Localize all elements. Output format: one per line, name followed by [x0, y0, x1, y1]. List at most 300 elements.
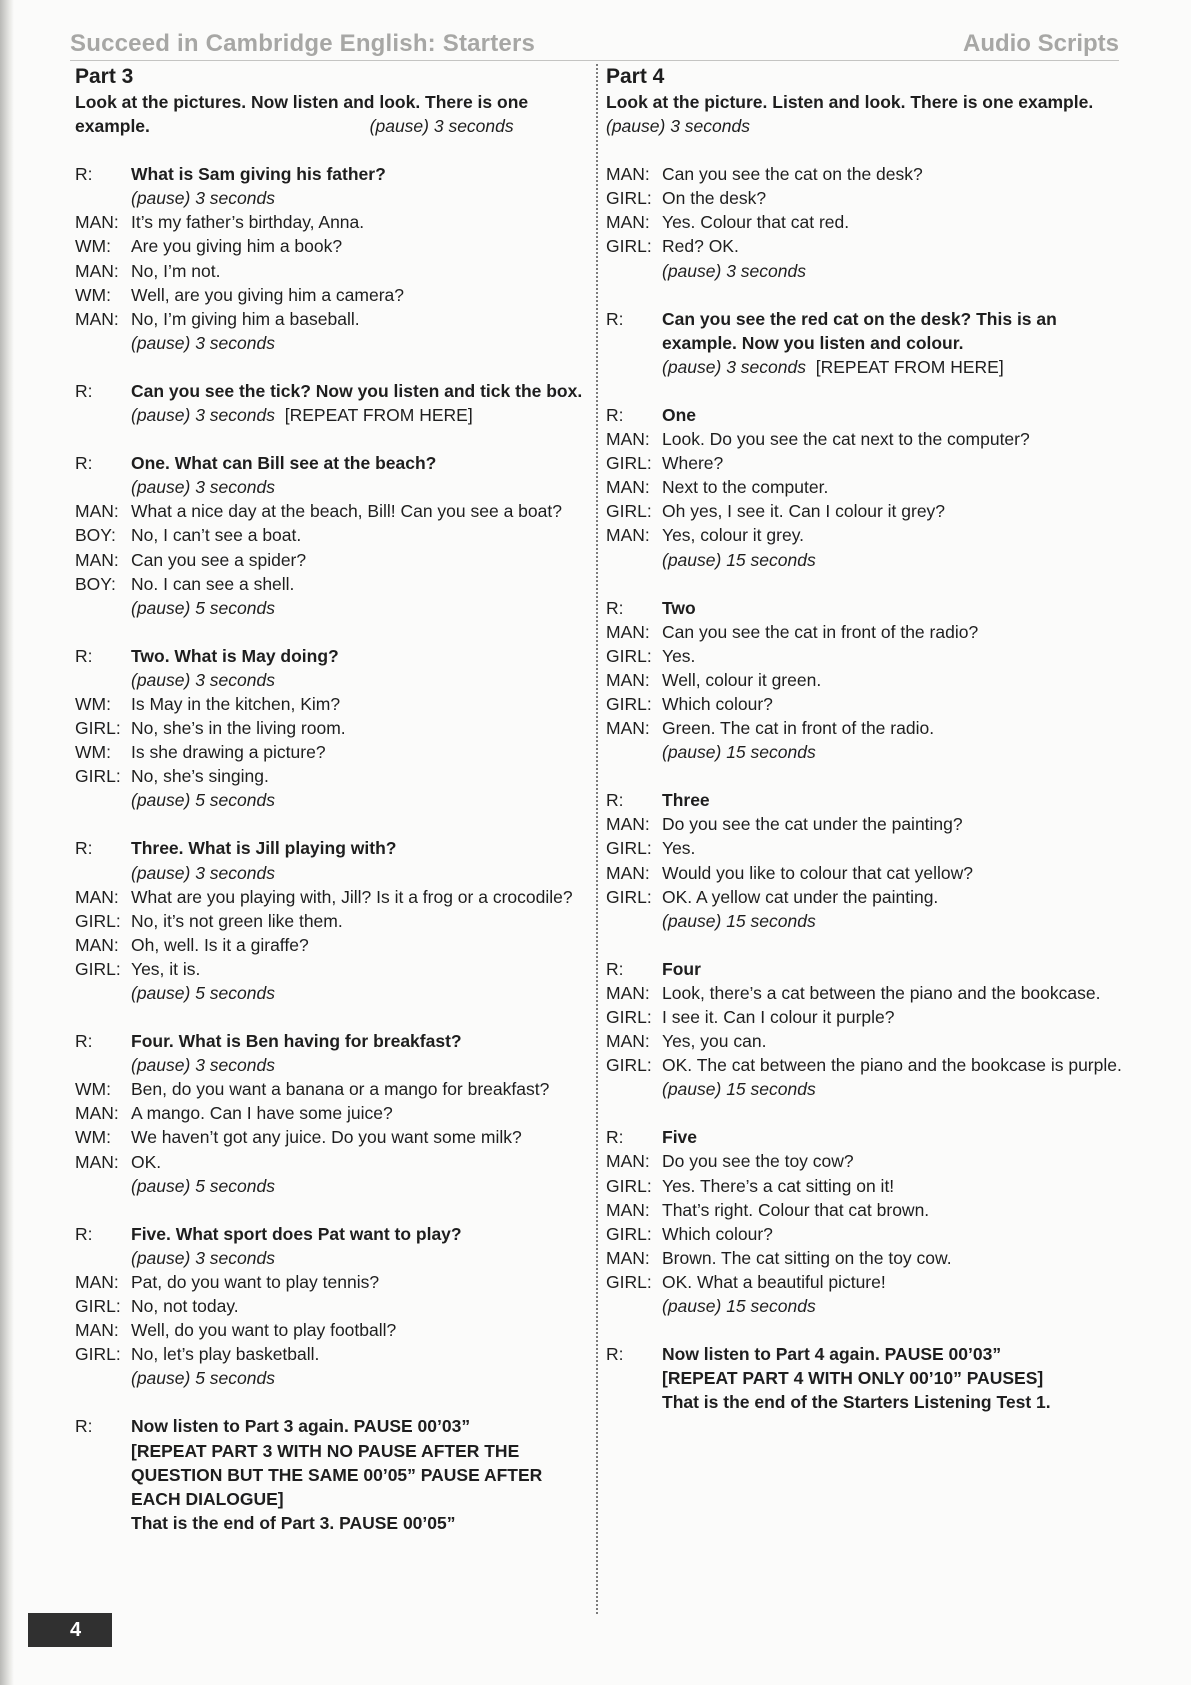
pause-line [131, 1246, 590, 1270]
part4-script [606, 162, 1126, 1414]
pause-text: (pause) 3 seconds [662, 260, 806, 281]
speaker-label: R: [75, 1416, 93, 1437]
script-line [75, 162, 590, 186]
dialogue-text: Can you see a spider? [131, 549, 307, 570]
pause-line [131, 186, 590, 210]
dialogue-text: Brown. The cat sitting on the toy cow. [662, 1247, 952, 1268]
dialogue-text: Which colour? [662, 1223, 773, 1244]
script-line [606, 475, 1126, 499]
script-line [75, 1029, 590, 1053]
speaker-label: R: [75, 1223, 93, 1244]
speaker-label: GIRL: [75, 958, 121, 979]
speaker-label [75, 1246, 131, 1270]
speaker-label: R: [75, 645, 93, 666]
pause-line [131, 403, 590, 427]
speaker-label [75, 1053, 131, 1077]
dialogue-text: On the desk? [662, 188, 767, 209]
script-line [75, 548, 590, 572]
dialogue-text: Can you see the cat in front of the radio? [662, 621, 979, 642]
page-header [70, 30, 1119, 61]
rubric-text: Five. What sport does Pat want to play? [131, 1223, 462, 1244]
speaker-label: MAN: [606, 525, 650, 546]
dialogue-text: Yes, colour it grey. [662, 525, 805, 546]
dialogue-text: What a nice day at the beach, Bill! Can you see a boat? [131, 501, 562, 522]
pause-line [131, 1366, 590, 1390]
speaker-label [75, 403, 131, 427]
dialogue-text: Look, there’s a cat between the piano and the bookcase. [662, 982, 1101, 1003]
speaker-label [606, 548, 662, 572]
speaker-label: R: [606, 597, 624, 618]
speaker-label: MAN: [75, 212, 119, 233]
script-line [75, 1053, 590, 1077]
script-line [606, 644, 1126, 668]
speaker-label [75, 861, 131, 885]
column-divider [596, 64, 598, 1614]
pause-text: (pause) 15 seconds [662, 1296, 816, 1317]
script-line [75, 1439, 590, 1511]
rubric-text: Now listen to Part 3 again. PAUSE 00’03” [131, 1416, 471, 1437]
speaker-label: GIRL: [606, 1223, 652, 1244]
dialogue-text: Do you see the toy cow? [662, 1151, 854, 1172]
rubric-text: Three [662, 790, 710, 811]
speaker-label: MAN: [75, 886, 119, 907]
rubric-text: That is the end of the Starters Listening Test 1. [662, 1392, 1051, 1413]
rubric-text: [REPEAT PART 3 WITH NO PAUSE AFTER THE QUESTION BUT THE SAME 00’05” PAUSE AFTER EACH DIALOGUE] [131, 1440, 543, 1509]
dialogue-text: Do you see the cat under the painting? [662, 814, 963, 835]
dialogue-text: No, I’m giving him a baseball. [131, 308, 360, 329]
speaker-label: MAN: [606, 1031, 650, 1052]
dialogue-block [606, 957, 1126, 1102]
script-line [606, 1366, 1126, 1390]
script-line [606, 620, 1126, 644]
script-line [606, 668, 1126, 692]
speaker-label: GIRL: [606, 1271, 652, 1292]
pause-line [662, 355, 1126, 379]
script-line [75, 1101, 590, 1125]
script-line [606, 692, 1126, 716]
rubric-text: Five [662, 1127, 698, 1148]
dialogue-text: What are you playing with, Jill? Is it a frog or a crocodile? [131, 886, 573, 907]
pause-text: (pause) 3 seconds [662, 356, 806, 377]
speaker-label: R: [606, 958, 624, 979]
script-line [606, 596, 1126, 620]
script-line [75, 283, 590, 307]
speaker-label: MAN: [75, 501, 119, 522]
speaker-label: R: [606, 1127, 624, 1148]
speaker-label: WM: [75, 1127, 111, 1148]
dialogue-text: A mango. Can I have some juice? [131, 1103, 393, 1124]
script-line [606, 1198, 1126, 1222]
script-line [606, 307, 1126, 355]
pause-line [662, 1077, 1126, 1101]
pause-line [131, 788, 590, 812]
script-line [606, 1053, 1126, 1077]
pause-text: (pause) 3 seconds [131, 477, 275, 498]
script-line [606, 1125, 1126, 1149]
dialogue-block [75, 162, 590, 355]
script-line [75, 1511, 590, 1535]
speaker-label [606, 1390, 662, 1414]
speaker-label [75, 668, 131, 692]
dialogue-text: OK. What a beautiful picture! [662, 1271, 886, 1292]
dialogue-block [606, 162, 1126, 282]
speaker-label: MAN: [75, 934, 119, 955]
dialogue-text: Yes. [662, 838, 696, 859]
speaker-label: WM: [75, 742, 111, 763]
script-line [606, 162, 1126, 186]
rubric-text: That is the end of Part 3. PAUSE 00’05” [131, 1512, 456, 1533]
speaker-label [606, 1366, 662, 1390]
dialogue-text: No, she’s in the living room. [131, 718, 346, 739]
pause-text: (pause) 3 seconds [131, 188, 275, 209]
script-line [75, 1150, 590, 1174]
pause-text: (pause) 3 seconds [131, 1055, 275, 1076]
part3-instruction-text: Look at the pictures. Now listen and look. There is one example. [75, 92, 529, 137]
speaker-label: R: [606, 1344, 624, 1365]
speaker-label [75, 475, 131, 499]
dialogue-text: Oh, well. Is it a giraffe? [131, 934, 309, 955]
speaker-label: R: [606, 790, 624, 811]
speaker-label: MAN: [75, 1103, 119, 1124]
speaker-label: WM: [75, 693, 111, 714]
dialogue-block [606, 307, 1126, 379]
dialogue-text: No, I’m not. [131, 260, 221, 281]
dialogue-text: Yes, it is. [131, 958, 201, 979]
speaker-label: MAN: [606, 1199, 650, 1220]
script-line [606, 1222, 1126, 1246]
dialogue-text: Yes. [662, 645, 696, 666]
speaker-label: GIRL: [606, 645, 652, 666]
speaker-label: WM: [75, 284, 111, 305]
pause-line [662, 548, 1126, 572]
script-line [75, 596, 590, 620]
rubric-text: Four. What is Ben having for breakfast? [131, 1031, 462, 1052]
pause-line [131, 331, 590, 355]
pause-text: (pause) 3 seconds [131, 862, 275, 883]
script-line [75, 1125, 590, 1149]
dialogue-text: Ben, do you want a banana or a mango for breakfast? [131, 1079, 550, 1100]
script-line [75, 523, 590, 547]
script-line [606, 812, 1126, 836]
dialogue-text: Green. The cat in front of the radio. [662, 718, 935, 739]
pause-line [131, 1053, 590, 1077]
part3-instruction [75, 90, 590, 138]
speaker-label: MAN: [606, 621, 650, 642]
script-line [75, 1077, 590, 1101]
speaker-label: GIRL: [75, 766, 121, 787]
script-line [606, 186, 1126, 210]
rubric-text: Two. What is May doing? [131, 645, 339, 666]
script-line [606, 957, 1126, 981]
script-line [606, 885, 1126, 909]
dialogue-text: No, she’s singing. [131, 766, 269, 787]
script-line [606, 740, 1126, 764]
pause-line [131, 596, 590, 620]
speaker-label: MAN: [75, 260, 119, 281]
speaker-label: MAN: [606, 212, 650, 233]
pause-text: (pause) 15 seconds [662, 910, 816, 931]
dialogue-text: Red? OK. [662, 236, 739, 257]
speaker-label: BOY: [75, 525, 116, 546]
script-line [606, 788, 1126, 812]
speaker-label: MAN: [75, 549, 119, 570]
script-line [75, 1270, 590, 1294]
script-line [75, 499, 590, 523]
speaker-label: R: [75, 838, 93, 859]
script-line [75, 475, 590, 499]
speaker-label: GIRL: [75, 1296, 121, 1317]
speaker-label: MAN: [606, 862, 650, 883]
speaker-label: GIRL: [606, 1055, 652, 1076]
dialogue-text: Where? [662, 453, 724, 474]
script-line [75, 788, 590, 812]
rubric-text: One [662, 404, 697, 425]
script-line [75, 861, 590, 885]
speaker-label: MAN: [606, 982, 650, 1003]
script-line [606, 548, 1126, 572]
speaker-label: MAN: [75, 308, 119, 329]
dialogue-block [606, 403, 1126, 572]
script-line [75, 692, 590, 716]
script-line [75, 644, 590, 668]
script-line [606, 716, 1126, 740]
dialogue-text: Would you like to colour that cat yellow? [662, 862, 973, 883]
speaker-label [606, 355, 662, 379]
script-line [606, 234, 1126, 258]
dialogue-text: No. I can see a shell. [131, 573, 295, 594]
dialogue-block [606, 788, 1126, 933]
script-line [606, 355, 1126, 379]
pause-text: (pause) 3 seconds [131, 1247, 275, 1268]
speaker-label: GIRL: [606, 1175, 652, 1196]
pause-text: (pause) 3 seconds [131, 669, 275, 690]
part3-title: Part 3 [75, 65, 134, 88]
script-line [606, 523, 1126, 547]
script-line [75, 668, 590, 692]
page-edge-shadow [0, 0, 14, 1685]
speaker-label [75, 1174, 131, 1198]
dialogue-text: We haven’t got any juice. Do you want some milk? [131, 1127, 522, 1148]
script-line [606, 1005, 1126, 1029]
speaker-label: GIRL: [75, 718, 121, 739]
speaker-label [606, 740, 662, 764]
dialogue-text: Yes. Colour that cat red. [662, 212, 850, 233]
speaker-label: GIRL: [606, 693, 652, 714]
speaker-label: R: [75, 453, 93, 474]
speaker-label: R: [75, 1031, 93, 1052]
speaker-label [75, 1511, 131, 1535]
speaker-label: R: [75, 164, 93, 185]
script-line [75, 716, 590, 740]
speaker-label: R: [75, 380, 93, 401]
script-line [75, 885, 590, 909]
script-line [75, 186, 590, 210]
pause-text: (pause) 15 seconds [662, 742, 816, 763]
script-line [606, 1270, 1126, 1294]
script-line [606, 836, 1126, 860]
section-title: Audio Scripts [962, 30, 1119, 57]
script-line [606, 1077, 1126, 1101]
speaker-label: MAN: [606, 429, 650, 450]
speaker-label [75, 788, 131, 812]
script-line [75, 933, 590, 957]
dialogue-text: No, not today. [131, 1296, 239, 1317]
script-line [75, 331, 590, 355]
dialogue-block [75, 836, 590, 1005]
part3-script [75, 162, 590, 1535]
part4-column [606, 64, 1126, 1438]
speaker-label: MAN: [606, 477, 650, 498]
script-line [75, 1414, 590, 1438]
rubric-text: Four [662, 958, 701, 979]
script-line [75, 957, 590, 981]
script-line [606, 861, 1126, 885]
script-line [75, 1222, 590, 1246]
dialogue-text: Look. Do you see the cat next to the computer? [662, 429, 1030, 450]
dialogue-block [75, 451, 590, 620]
pause-line [131, 861, 590, 885]
dialogue-text: Is May in the kitchen, Kim? [131, 693, 341, 714]
dialogue-text: Pat, do you want to play tennis? [131, 1271, 380, 1292]
pause-line [131, 981, 590, 1005]
script-line [606, 1029, 1126, 1053]
speaker-label: GIRL: [606, 453, 652, 474]
script-line [75, 1174, 590, 1198]
script-line [75, 572, 590, 596]
speaker-label: GIRL: [606, 501, 652, 522]
speaker-label: GIRL: [606, 236, 652, 257]
script-line [606, 1174, 1126, 1198]
script-line [75, 379, 590, 403]
script-line [75, 981, 590, 1005]
speaker-label: GIRL: [606, 838, 652, 859]
speaker-label: GIRL: [75, 910, 121, 931]
speaker-label: R: [606, 404, 624, 425]
speaker-label: MAN: [606, 1151, 650, 1172]
script-line [75, 836, 590, 860]
speaker-label: GIRL: [75, 1344, 121, 1365]
speaker-label [606, 1294, 662, 1318]
rubric-text: Three. What is Jill playing with? [131, 838, 397, 859]
dialogue-text: Well, colour it green. [662, 669, 822, 690]
script-line [75, 1294, 590, 1318]
part4-instruction-pause: (pause) 3 seconds [606, 116, 750, 137]
script-line [606, 1342, 1126, 1366]
speaker-label [606, 909, 662, 933]
rubric-text: Two [662, 597, 696, 618]
script-line [75, 1342, 590, 1366]
dialogue-text: Well, are you giving him a camera? [131, 284, 404, 305]
dialogue-block [75, 1414, 590, 1534]
pause-text: (pause) 5 seconds [131, 790, 275, 811]
speaker-label [75, 331, 131, 355]
dialogue-text: Oh yes, I see it. Can I colour it grey? [662, 501, 946, 522]
rubric-text: What is Sam giving his father? [131, 164, 386, 185]
dialogue-text: OK. A yellow cat under the painting. [662, 886, 939, 907]
dialogue-text: I see it. Can I colour it purple? [662, 1007, 895, 1027]
speaker-label: WM: [75, 236, 111, 257]
dialogue-text: OK. The cat between the piano and the bookcase is purple. [662, 1055, 1122, 1076]
speaker-label: GIRL: [606, 886, 652, 907]
pause-text: (pause) 5 seconds [131, 983, 275, 1003]
script-line [75, 1366, 590, 1390]
speaker-label: MAN: [606, 814, 650, 835]
dialogue-text: Well, do you want to play football? [131, 1320, 397, 1341]
speaker-label [606, 259, 662, 283]
script-line [606, 210, 1126, 234]
script-line [606, 403, 1126, 427]
dialogue-block [75, 379, 590, 427]
rubric-text: [REPEAT PART 4 WITH ONLY 00’10” PAUSES] [662, 1368, 1044, 1389]
script-line [606, 1246, 1126, 1270]
script-line [75, 403, 590, 427]
speaker-label [75, 981, 131, 1005]
pause-line [131, 1174, 590, 1198]
dialogue-block [75, 644, 590, 813]
speaker-label: MAN: [75, 1271, 119, 1292]
part4-title: Part 4 [606, 65, 665, 88]
script-line [606, 427, 1126, 451]
book-title: Succeed in Cambridge English: Starters [70, 30, 536, 57]
page-number: 4 [28, 1613, 112, 1647]
speaker-label [75, 596, 131, 620]
pause-line [662, 909, 1126, 933]
speaker-label: GIRL: [606, 1007, 652, 1027]
pause-text: (pause) 15 seconds [662, 549, 816, 570]
dialogue-text: Yes. There’s a cat sitting on it! [662, 1175, 895, 1196]
dialogue-text: No, I can’t see a boat. [131, 525, 302, 546]
part4-instruction [606, 90, 1126, 138]
script-line [75, 210, 590, 234]
dialogue-block [75, 1222, 590, 1391]
pause-text: (pause) 3 seconds [131, 405, 275, 426]
dialogue-text: Which colour? [662, 693, 773, 714]
pause-text: (pause) 5 seconds [131, 1368, 275, 1389]
dialogue-text: Yes, you can. [662, 1031, 767, 1052]
rubric-text: Can you see the tick? Now you listen and tick the box. [131, 380, 583, 401]
speaker-label: MAN: [606, 718, 650, 739]
dialogue-text: Can you see the cat on the desk? [662, 164, 923, 185]
dialogue-block [606, 596, 1126, 765]
script-line [75, 451, 590, 475]
repeat-note: [REPEAT FROM HERE] [815, 356, 1004, 377]
speaker-label [75, 186, 131, 210]
dialogue-text: That’s right. Colour that cat brown. [662, 1199, 930, 1220]
speaker-label: MAN: [75, 1151, 119, 1172]
script-line [75, 1246, 590, 1270]
speaker-label: WM: [75, 1079, 111, 1100]
dialogue-text: No, it’s not green like them. [131, 910, 343, 931]
pause-text: (pause) 5 seconds [131, 597, 275, 618]
script-line [75, 909, 590, 933]
speaker-label [75, 1439, 131, 1511]
rubric-text: Can you see the red cat on the desk? This is an example. Now you listen and colour. [662, 308, 1057, 353]
script-line [606, 499, 1126, 523]
dialogue-block [606, 1125, 1126, 1318]
script-line [606, 1390, 1126, 1414]
script-line [606, 981, 1126, 1005]
dialogue-text: Next to the computer. [662, 477, 829, 498]
pause-text: (pause) 15 seconds [662, 1079, 816, 1100]
script-line [75, 1318, 590, 1342]
script-line [75, 307, 590, 331]
speaker-label: GIRL: [606, 188, 652, 209]
dialogue-block [606, 1342, 1126, 1414]
pause-text: (pause) 3 seconds [131, 332, 275, 353]
pause-line [131, 475, 590, 499]
pause-text: (pause) 5 seconds [131, 1175, 275, 1196]
speaker-label: MAN: [606, 1247, 650, 1268]
